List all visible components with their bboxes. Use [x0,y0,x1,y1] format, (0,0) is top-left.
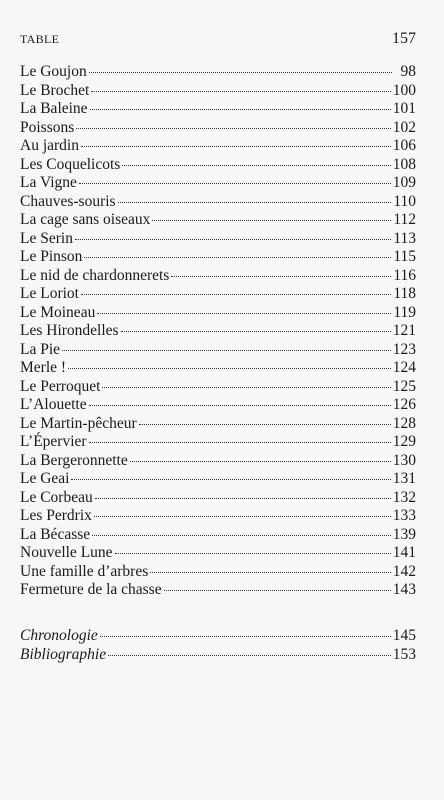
dot-leader [71,479,390,480]
toc-entry-page: 121 [392,322,416,339]
dot-leader [164,590,391,591]
toc-entry [20,119,416,138]
toc-entry [20,230,416,249]
toc-entry [20,137,416,156]
dot-leader [76,128,390,129]
toc-entry-page: 118 [393,285,416,302]
toc-entry-title: Le Geai [20,470,70,487]
toc-entry-title: Les Coquelicots [20,155,121,173]
toc-entry-page: 133 [392,507,416,524]
toc-entry-page: 112 [393,211,416,228]
dot-leader [79,183,391,184]
toc-entry [20,544,416,563]
toc-entry-title: Le Corbeau [20,488,93,506]
dot-leader [100,636,391,637]
toc-entry-title: Le Perroquet [20,377,101,395]
toc-entry [20,322,416,341]
toc-entry [20,433,416,452]
toc-entry [20,248,416,267]
toc-entry-page: 101 [392,100,416,117]
dot-leader [94,516,391,517]
toc-entry-page: 116 [393,266,416,284]
toc-entry-page: 109 [392,174,416,191]
toc-entry-title: La Baleine [20,100,88,117]
toc-entry [20,507,416,526]
toc-entry-page: 126 [392,396,416,413]
toc-entry [20,627,416,646]
toc-entry [20,359,416,378]
toc-entry [20,211,416,230]
toc-entry-title: Le Goujon [20,63,87,80]
toc-entry-page: 125 [392,377,416,395]
toc-entry [20,63,416,82]
toc-entry-title: Le Pinson [20,248,83,265]
toc-entry [20,452,416,471]
toc-entry-title: Bibliographie [20,645,107,663]
toc-entry-page: 145 [392,627,416,644]
toc-entry-title: Le nid de chardonnerets [20,266,170,284]
dot-leader [90,109,391,110]
toc-entry [20,174,416,193]
page-number: 157 [392,30,416,47]
toc-entry-page: 142 [392,562,416,580]
toc-entry-title: La Bergeronnette [20,451,128,469]
toc-entry-title: Le Martin-pêcheur [20,414,137,432]
dot-leader [118,202,392,203]
toc-entry-page: 130 [392,451,416,469]
toc-entry [20,581,416,600]
toc-entry-page: 128 [392,414,416,432]
toc-entry [20,82,416,101]
toc-entry-page: 153 [392,645,416,663]
running-head-title: TABLE [20,32,60,46]
toc-entry-title: La Vigne [20,174,77,191]
dot-leader [89,405,391,406]
dot-leader [84,257,391,258]
dot-leader [75,239,391,240]
toc-entry [20,304,416,323]
toc-entry-title: Merle ! [20,359,67,376]
dot-leader [115,553,391,554]
dot-leader [152,220,391,221]
toc-entry-title: Fermeture de la chasse [20,581,162,598]
toc-entry-page: 141 [392,544,416,561]
toc-entry-title: La cage sans oiseaux [20,211,151,228]
dot-leader [62,350,391,351]
toc-entry-page: 123 [392,340,416,358]
toc-entry [20,415,416,434]
toc-entry [20,193,416,212]
toc-entry [20,378,416,397]
toc-entry-title: Au jardin [20,137,79,154]
toc-entry-title: Une famille d’arbres [20,562,149,580]
toc-entry [20,646,416,665]
toc-entry-page: 132 [392,488,416,506]
toc-entry-title: La Pie [20,340,61,358]
toc-entry-title: Nouvelle Lune [20,544,113,561]
dot-leader [89,72,392,73]
toc-entry-page: 98 [400,63,416,80]
toc-entry [20,100,416,119]
toc-entry-page: 129 [392,433,416,450]
back-matter-list [20,627,416,664]
toc-entry-title: La Bécasse [20,525,91,543]
toc-entry-page: 110 [393,192,416,210]
toc-entry-page: 113 [393,229,416,247]
toc-entry [20,341,416,360]
dot-leader [95,498,391,499]
dot-leader [171,276,391,277]
toc-entry [20,396,416,415]
dot-leader [139,424,391,425]
dot-leader [91,91,390,92]
toc-entry-title: Les Hirondelles [20,322,119,339]
toc-entry-title: Chauves-souris [20,192,116,210]
toc-entry [20,470,416,489]
toc-entry-title: Le Moineau [20,303,96,321]
toc-entry [20,563,416,582]
toc-entry-title: Chronologie [20,627,98,644]
dot-leader [89,442,391,443]
dot-leader [121,331,391,332]
toc-entry [20,489,416,508]
toc-entry-title: Le Serin [20,229,73,247]
dot-leader [68,368,391,369]
toc-entry-page: 139 [392,525,416,543]
toc-entry [20,526,416,545]
dot-leader [150,572,391,573]
dot-leader [130,461,391,462]
toc-entry-page: 115 [393,248,416,265]
dot-leader [81,294,391,295]
table-of-contents [20,63,416,600]
toc-entry-page: 119 [393,303,416,321]
toc-entry-title: Poissons [20,118,75,136]
toc-entry [20,267,416,286]
toc-entry-page: 102 [392,118,416,136]
toc-entry-page: 108 [392,155,416,173]
toc-entry-title: Le Loriot [20,285,79,302]
dot-leader [97,313,391,314]
toc-entry-page: 106 [392,137,416,154]
toc-entry [20,285,416,304]
running-head [20,30,416,48]
toc-entry-page: 143 [392,581,416,598]
toc-entry-page: 100 [392,81,416,99]
toc-entry-page: 131 [392,470,416,487]
toc-entry-title: L’Alouette [20,396,87,413]
toc-entry-title: L’Épervier [20,433,87,450]
dot-leader [108,655,391,656]
toc-entry [20,156,416,175]
dot-leader [92,535,391,536]
toc-entry-title: Le Brochet [20,81,90,99]
dot-leader [81,146,391,147]
dot-leader [122,165,390,166]
toc-entry-page: 124 [392,359,416,376]
toc-entry-title: Les Perdrix [20,507,92,524]
dot-leader [102,387,390,388]
